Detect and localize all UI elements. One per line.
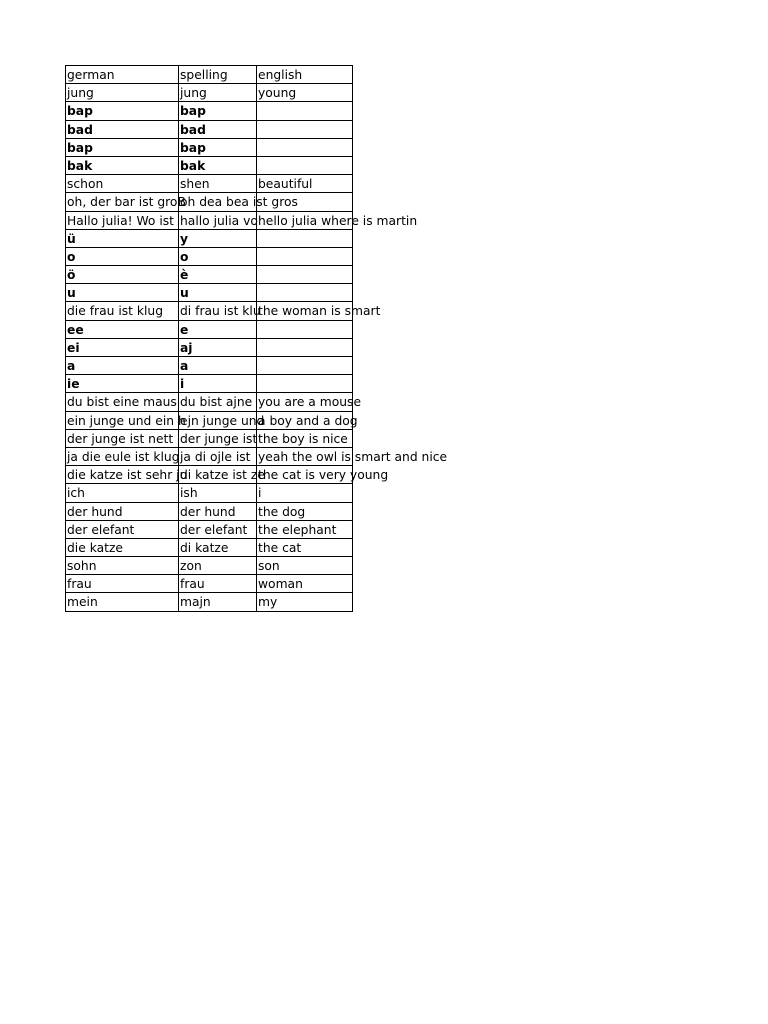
cell-german-text: der elefant xyxy=(67,522,135,537)
table-row xyxy=(66,393,362,411)
cell-german-text: a xyxy=(67,359,76,373)
cell-spelling-text: hallo julia vo xyxy=(180,213,258,228)
cell-german[interactable] xyxy=(66,248,179,266)
cell-german[interactable] xyxy=(66,84,179,102)
table-row xyxy=(66,193,353,211)
cell-spelling-text: der hund xyxy=(180,504,236,519)
table-row xyxy=(66,212,418,230)
cell-english-text: the cat xyxy=(258,540,302,555)
cell-german[interactable] xyxy=(66,484,179,502)
cell-german[interactable] xyxy=(66,230,179,248)
cell-spelling[interactable] xyxy=(179,466,265,484)
cell-spelling[interactable] xyxy=(179,393,257,411)
cell-german-text: ja die eule ist klug xyxy=(67,449,180,464)
header-spelling xyxy=(179,66,257,84)
cell-spelling[interactable] xyxy=(179,212,257,230)
cell-english[interactable] xyxy=(257,557,353,575)
cell-german[interactable] xyxy=(66,575,179,593)
cell-spelling-text: a xyxy=(180,359,189,373)
table-row xyxy=(66,321,353,339)
cell-spelling[interactable] xyxy=(179,230,257,248)
cell-english-text: you are a mouse xyxy=(258,395,362,410)
cell-spelling-text: bak xyxy=(180,158,206,173)
cell-english[interactable] xyxy=(257,266,353,284)
cell-german-text: ü xyxy=(67,231,76,246)
cell-german-text: bap xyxy=(67,140,93,155)
cell-english[interactable] xyxy=(257,175,353,193)
table-header-row xyxy=(66,66,353,84)
cell-english[interactable] xyxy=(257,248,353,266)
cell-german[interactable] xyxy=(66,375,179,393)
cell-german[interactable] xyxy=(66,448,179,466)
cell-spelling-text: bap xyxy=(180,104,206,119)
cell-spelling-text: di katze xyxy=(180,540,229,555)
cell-spelling-text: i xyxy=(180,377,185,392)
cell-spelling-text: y xyxy=(180,231,189,246)
cell-german-text: der hund xyxy=(67,504,123,519)
cell-german-text: jung xyxy=(67,86,94,101)
cell-spelling-text: oh dea bea ist gros xyxy=(180,195,298,210)
cell-english[interactable] xyxy=(257,121,353,139)
cell-spelling-text: du bist ajne xyxy=(180,395,253,410)
cell-spelling-text: der elefant xyxy=(180,522,248,537)
cell-spelling[interactable] xyxy=(179,430,257,448)
table-row xyxy=(66,139,353,157)
table-row xyxy=(66,375,353,393)
cell-german-text: die frau ist klug xyxy=(67,304,164,319)
cell-english[interactable] xyxy=(257,521,353,539)
cell-spelling[interactable] xyxy=(179,193,298,211)
cell-german[interactable] xyxy=(66,193,186,211)
table-row xyxy=(66,412,358,430)
cell-spelling[interactable] xyxy=(179,84,257,102)
table-row xyxy=(66,302,381,320)
cell-german[interactable] xyxy=(66,284,179,302)
table-row xyxy=(66,266,353,284)
cell-english[interactable] xyxy=(257,484,353,502)
cell-spelling[interactable] xyxy=(179,375,257,393)
cell-english-text: the elephant xyxy=(258,522,337,537)
table-row xyxy=(66,448,448,466)
table-row xyxy=(66,539,353,557)
cell-spelling[interactable] xyxy=(179,157,257,175)
cell-german[interactable] xyxy=(66,339,179,357)
table-row xyxy=(66,284,353,302)
cell-german[interactable] xyxy=(66,139,179,157)
cell-english-text: the cat is very young xyxy=(258,468,389,483)
table-row xyxy=(66,175,353,193)
cell-german-text: o xyxy=(67,249,76,264)
cell-german[interactable] xyxy=(66,157,179,175)
header-german xyxy=(66,66,179,84)
table-row xyxy=(66,102,353,120)
cell-english-text: the boy is nice xyxy=(258,431,348,446)
cell-spelling[interactable] xyxy=(179,593,257,611)
cell-english-text: woman xyxy=(258,577,303,592)
cell-spelling-text: der junge ist xyxy=(180,431,258,446)
cell-german-text: die katze ist sehr ju xyxy=(67,468,188,483)
cell-german[interactable] xyxy=(66,321,179,339)
cell-german-text: schon xyxy=(67,177,104,192)
cell-german-text: u xyxy=(67,286,76,301)
cell-spelling-text: ja di ojle ist xyxy=(180,449,251,464)
cell-spelling[interactable] xyxy=(179,484,257,502)
cell-spelling-text: majn xyxy=(180,595,211,610)
cell-spelling[interactable] xyxy=(179,248,257,266)
cell-german[interactable] xyxy=(66,212,179,230)
cell-spelling[interactable] xyxy=(179,357,257,375)
cell-german-text: der junge ist nett xyxy=(67,431,174,446)
cell-english-text: the dog xyxy=(258,504,306,519)
table-row xyxy=(66,466,389,484)
cell-german-text: ö xyxy=(67,268,76,283)
cell-spelling-text: di frau ist klu xyxy=(180,304,261,319)
cell-german[interactable] xyxy=(66,266,179,284)
cell-german-text: die katze xyxy=(67,540,123,555)
table-row xyxy=(66,339,353,357)
cell-spelling-text: di katze ist ze xyxy=(180,468,265,483)
cell-german[interactable] xyxy=(66,466,188,484)
cell-spelling[interactable] xyxy=(179,412,265,430)
table-row xyxy=(66,430,353,448)
cell-spelling[interactable] xyxy=(179,503,257,521)
table-row xyxy=(66,521,353,539)
cell-german-text: oh, der bar ist groB xyxy=(67,195,186,210)
cell-english[interactable] xyxy=(257,357,353,375)
cell-german[interactable] xyxy=(66,521,179,539)
cell-german[interactable] xyxy=(66,539,179,557)
cell-german[interactable] xyxy=(66,593,179,611)
cell-german-text: bad xyxy=(67,122,93,137)
cell-german[interactable] xyxy=(66,175,179,193)
cell-spelling[interactable] xyxy=(179,284,257,302)
vocabulary-table xyxy=(65,65,448,612)
cell-spelling-text: bad xyxy=(180,122,206,137)
cell-spelling[interactable] xyxy=(179,175,257,193)
cell-english-text: i xyxy=(258,486,262,501)
cell-english[interactable] xyxy=(257,448,448,466)
header-english-label: english xyxy=(258,68,303,82)
cell-german[interactable] xyxy=(66,557,179,575)
table-row xyxy=(66,593,353,611)
cell-spelling-text: è xyxy=(180,268,189,283)
cell-english[interactable] xyxy=(257,212,418,230)
cell-german[interactable] xyxy=(66,503,179,521)
cell-spelling[interactable] xyxy=(179,102,257,120)
cell-english[interactable] xyxy=(257,430,353,448)
header-spelling-label: spelling xyxy=(180,68,228,82)
cell-english-text: my xyxy=(258,595,278,610)
cell-spelling[interactable] xyxy=(179,557,257,575)
cell-spelling-text: ejn junge und xyxy=(180,413,265,428)
cell-english-text: hello julia where is martin xyxy=(258,213,418,228)
cell-german[interactable] xyxy=(66,302,179,320)
cell-german-text: bak xyxy=(67,158,93,173)
cell-english[interactable] xyxy=(257,339,353,357)
cell-english[interactable] xyxy=(257,503,353,521)
cell-spelling[interactable] xyxy=(179,321,257,339)
cell-german[interactable] xyxy=(66,412,186,430)
cell-english-text: a boy and a dog xyxy=(258,413,358,428)
cell-german[interactable] xyxy=(66,102,179,120)
cell-english[interactable] xyxy=(257,412,358,430)
cell-english[interactable] xyxy=(257,321,353,339)
cell-spelling[interactable] xyxy=(179,448,257,466)
table-row xyxy=(66,503,353,521)
cell-spelling[interactable] xyxy=(179,266,257,284)
cell-spelling[interactable] xyxy=(179,139,257,157)
cell-spelling-text: ish xyxy=(180,486,198,501)
cell-spelling-text: shen xyxy=(180,177,210,192)
cell-german-text: ein junge und ein h xyxy=(67,413,186,428)
cell-english[interactable] xyxy=(257,539,353,557)
cell-english-text: son xyxy=(258,559,280,574)
table-row xyxy=(66,557,353,575)
table-row xyxy=(66,84,353,102)
cell-german-text: ee xyxy=(67,322,84,337)
cell-english-text: the woman is smart xyxy=(258,304,381,319)
cell-german-text: ich xyxy=(67,486,85,501)
cell-spelling-text: jung xyxy=(180,86,207,101)
cell-german-text: ie xyxy=(67,377,80,392)
cell-german-text: bap xyxy=(67,104,93,119)
cell-spelling-text: aj xyxy=(180,340,193,355)
cell-english[interactable] xyxy=(257,575,353,593)
cell-spelling[interactable] xyxy=(179,521,257,539)
cell-german[interactable] xyxy=(66,121,179,139)
cell-english[interactable] xyxy=(257,230,353,248)
cell-english[interactable] xyxy=(257,284,353,302)
cell-spelling-text: bap xyxy=(180,140,206,155)
cell-english[interactable] xyxy=(257,393,362,411)
table-row xyxy=(66,121,353,139)
cell-english[interactable] xyxy=(257,466,389,484)
cell-spelling-text: e xyxy=(180,322,189,337)
cell-german-text: du bist eine maus xyxy=(67,395,177,410)
cell-spelling[interactable] xyxy=(179,339,257,357)
cell-spelling-text: frau xyxy=(180,577,205,592)
cell-german[interactable] xyxy=(66,393,179,411)
cell-german-text: Hallo julia! Wo ist xyxy=(67,213,174,228)
cell-spelling-text: o xyxy=(180,249,189,264)
cell-english[interactable] xyxy=(257,375,353,393)
cell-english-text: yeah the owl is smart and nice xyxy=(258,449,448,464)
cell-german[interactable] xyxy=(66,430,179,448)
cell-english[interactable] xyxy=(257,157,353,175)
cell-spelling[interactable] xyxy=(179,575,257,593)
cell-german-text: ei xyxy=(67,340,80,355)
cell-german-text: mein xyxy=(67,595,98,610)
cell-spelling[interactable] xyxy=(179,121,257,139)
table-row xyxy=(66,230,353,248)
cell-english-text: young xyxy=(258,86,297,101)
cell-english-text: beautiful xyxy=(258,177,313,192)
cell-german[interactable] xyxy=(66,357,179,375)
cell-english[interactable] xyxy=(257,139,353,157)
cell-spelling[interactable] xyxy=(179,302,261,320)
cell-english[interactable] xyxy=(257,593,353,611)
cell-spelling[interactable] xyxy=(179,539,257,557)
cell-english[interactable] xyxy=(257,102,353,120)
cell-english[interactable] xyxy=(257,302,381,320)
header-english xyxy=(257,66,353,84)
cell-english[interactable] xyxy=(257,84,353,102)
cell-german-text: frau xyxy=(67,577,92,592)
table-row xyxy=(66,357,353,375)
cell-spelling-text: zon xyxy=(180,559,202,574)
header-german-label: german xyxy=(67,68,115,82)
table-row xyxy=(66,157,353,175)
table-row xyxy=(66,484,353,502)
table-row xyxy=(66,575,353,593)
cell-spelling-text: u xyxy=(180,286,189,301)
table-row xyxy=(66,248,353,266)
cell-german-text: sohn xyxy=(67,559,97,574)
